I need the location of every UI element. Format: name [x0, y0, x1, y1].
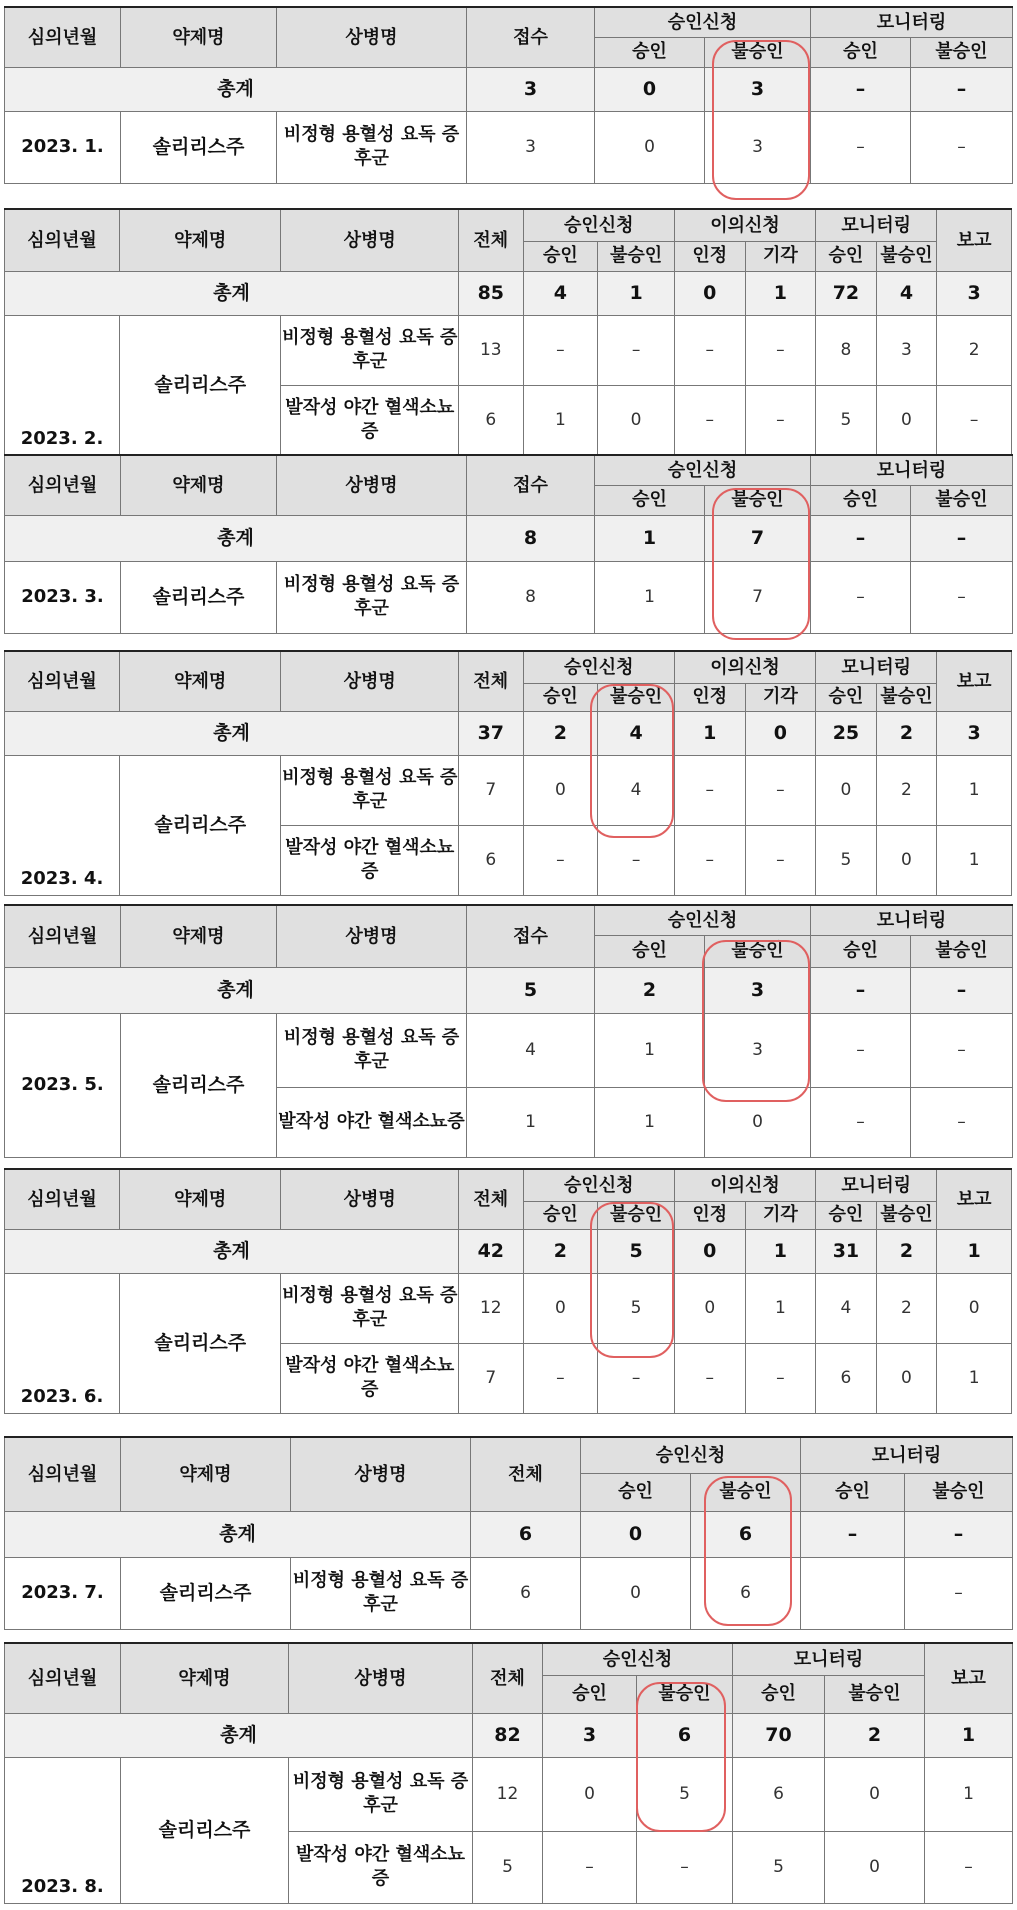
data-cell: –	[745, 385, 816, 455]
col-drug: 약제명	[121, 1643, 289, 1713]
col-ym: 심의년월	[5, 209, 120, 271]
total-cell: 3	[705, 967, 811, 1013]
data-cell: 0	[825, 1831, 925, 1903]
table-2023-04	[4, 650, 1012, 896]
data-cell: –	[811, 1087, 911, 1157]
col-report: 보고	[937, 1169, 1012, 1229]
total-cell: 1	[937, 1229, 1012, 1273]
total-cell: 1	[745, 1229, 816, 1273]
col-not-approved: 불승인	[691, 1473, 801, 1511]
data-cell: –	[911, 1013, 1013, 1087]
data-cell: 13	[459, 315, 524, 385]
disease-name: 비정형 용혈성 요독 증후군	[281, 315, 459, 385]
data-cell: –	[674, 385, 745, 455]
total-cell: 4	[523, 271, 598, 315]
data-cell	[801, 1557, 905, 1629]
col-mon-approved: 승인	[811, 935, 911, 967]
data-cell: 0	[595, 111, 705, 183]
col-approved: 승인	[523, 683, 598, 711]
data-cell: –	[598, 1343, 675, 1413]
total-cell: 1	[925, 1713, 1013, 1757]
data-cell: –	[745, 315, 816, 385]
col-drug: 약제명	[120, 209, 281, 271]
disease-name: 비정형 용혈성 요독 증후군	[277, 1013, 467, 1087]
data-cell: –	[905, 1557, 1013, 1629]
data-cell: 5	[733, 1831, 825, 1903]
col-disease: 상병명	[289, 1643, 473, 1713]
data-cell: –	[598, 315, 675, 385]
col-rejected: 기각	[745, 683, 816, 711]
review-month: 2023. 4.	[5, 755, 120, 895]
total-cell: –	[811, 67, 911, 111]
data-cell: 1	[925, 1757, 1013, 1831]
data-cell: –	[745, 755, 816, 825]
col-mon-approved: 승인	[733, 1675, 825, 1713]
col-accepted: 인정	[674, 683, 745, 711]
col-drug: 약제명	[121, 1437, 291, 1511]
data-cell: –	[911, 111, 1013, 183]
total-cell: 3	[705, 67, 811, 111]
data-cell: –	[523, 315, 598, 385]
col-approved: 승인	[523, 241, 598, 271]
total-cell: 2	[876, 1229, 937, 1273]
total-cell: 5	[598, 1229, 675, 1273]
table-2023-08	[4, 1642, 1013, 1904]
drug-name: 솔리리스주	[121, 1557, 291, 1629]
data-cell: 6	[733, 1757, 825, 1831]
col-monitoring: 모니터링	[816, 1169, 937, 1201]
data-cell: 8	[467, 561, 595, 633]
table-2023-02	[4, 208, 1012, 456]
table-2023-06	[4, 1168, 1012, 1414]
col-ym: 심의년월	[5, 1643, 121, 1713]
col-drug: 약제명	[121, 905, 277, 967]
col-mon-approved: 승인	[801, 1473, 905, 1511]
col-not-approved: 불승인	[705, 485, 811, 515]
data-cell: 3	[705, 1013, 811, 1087]
total-label: 총계	[5, 1713, 473, 1757]
col-mon-not-approved: 불승인	[876, 683, 937, 711]
col-mon-not-approved: 불승인	[876, 1201, 937, 1229]
data-cell: 0	[937, 1273, 1012, 1343]
data-cell: –	[811, 561, 911, 633]
total-cell: 0	[745, 711, 816, 755]
data-cell: –	[674, 755, 745, 825]
data-cell: 1	[937, 755, 1012, 825]
col-disease: 상병명	[277, 455, 467, 515]
col-approval-request: 승인신청	[595, 455, 811, 485]
data-cell: –	[911, 1087, 1013, 1157]
data-cell: 2	[937, 315, 1012, 385]
col-approved: 승인	[595, 935, 705, 967]
data-cell: 1	[523, 385, 598, 455]
col-rejected: 기각	[745, 241, 816, 271]
col-mon-not-approved: 불승인	[905, 1473, 1013, 1511]
data-cell: 7	[705, 561, 811, 633]
data-cell: 0	[523, 755, 598, 825]
total-cell: 0	[674, 1229, 745, 1273]
data-cell: 6	[459, 385, 524, 455]
total-cell: 2	[523, 711, 598, 755]
data-cell: –	[523, 1343, 598, 1413]
drug-name: 솔리리스주	[120, 755, 281, 895]
total-cell: 6	[637, 1713, 733, 1757]
total-cell: –	[905, 1511, 1013, 1557]
data-cell: –	[523, 825, 598, 895]
col-approved: 승인	[595, 37, 705, 67]
review-month: 2023. 2.	[5, 315, 120, 455]
review-month: 2023. 6.	[5, 1273, 120, 1413]
col-not-approved: 불승인	[598, 683, 675, 711]
total-cell: 3	[937, 711, 1012, 755]
col-monitoring: 모니터링	[811, 7, 1013, 37]
data-cell: 7	[459, 755, 524, 825]
data-cell: 3	[876, 315, 937, 385]
data-cell: 6	[691, 1557, 801, 1629]
data-cell: 6	[459, 825, 524, 895]
col-report: 보고	[937, 209, 1012, 271]
data-cell: 7	[459, 1343, 524, 1413]
col-total: 전체	[459, 209, 524, 271]
data-cell: –	[811, 1013, 911, 1087]
col-not-approved: 불승인	[705, 935, 811, 967]
data-cell: 2	[876, 755, 937, 825]
total-label: 총계	[5, 1511, 471, 1557]
col-disease: 상병명	[277, 905, 467, 967]
total-cell: 0	[674, 271, 745, 315]
total-cell: 8	[467, 515, 595, 561]
data-cell: –	[925, 1831, 1013, 1903]
data-cell: 3	[467, 111, 595, 183]
disease-name: 발작성 야간 혈색소뇨증	[289, 1831, 473, 1903]
col-approval-request: 승인신청	[523, 209, 674, 241]
col-approval-request: 승인신청	[523, 651, 674, 683]
col-approval-request: 승인신청	[595, 7, 811, 37]
col-approved: 승인	[595, 485, 705, 515]
total-cell: 1	[595, 515, 705, 561]
total-label: 총계	[5, 67, 467, 111]
col-received: 접수	[467, 905, 595, 967]
col-objection: 이의신청	[674, 209, 815, 241]
col-mon-approved: 승인	[816, 1201, 877, 1229]
total-cell: 42	[459, 1229, 524, 1273]
data-cell: –	[745, 1343, 816, 1413]
data-cell: 0	[816, 755, 877, 825]
disease-name: 발작성 야간 혈색소뇨증	[281, 1343, 459, 1413]
col-monitoring: 모니터링	[816, 651, 937, 683]
col-total: 전체	[459, 651, 524, 711]
total-cell: –	[801, 1511, 905, 1557]
col-total: 전체	[473, 1643, 543, 1713]
data-cell: 12	[473, 1757, 543, 1831]
col-mon-not-approved: 불승인	[825, 1675, 925, 1713]
total-cell: –	[811, 967, 911, 1013]
total-cell: 5	[467, 967, 595, 1013]
table-2023-01	[4, 6, 1013, 184]
data-cell: 6	[816, 1343, 877, 1413]
total-cell: 6	[471, 1511, 581, 1557]
col-disease: 상병명	[291, 1437, 471, 1511]
data-cell: 1	[937, 1343, 1012, 1413]
col-mon-not-approved: 불승인	[911, 485, 1013, 515]
col-not-approved: 불승인	[598, 241, 675, 271]
data-cell: 0	[543, 1757, 637, 1831]
data-cell: 1	[937, 825, 1012, 895]
data-cell: –	[674, 315, 745, 385]
total-cell: 0	[581, 1511, 691, 1557]
total-label: 총계	[5, 271, 459, 315]
data-cell: 12	[459, 1273, 524, 1343]
data-cell: –	[937, 385, 1012, 455]
drug-name: 솔리리스주	[121, 1013, 277, 1157]
data-cell: –	[745, 825, 816, 895]
data-cell: 3	[705, 111, 811, 183]
col-accepted: 인정	[674, 1201, 745, 1229]
total-cell: 6	[691, 1511, 801, 1557]
total-cell: 85	[459, 271, 524, 315]
total-cell: 31	[816, 1229, 877, 1273]
review-month: 2023. 3.	[5, 561, 121, 633]
data-cell: 5	[816, 825, 877, 895]
col-ym: 심의년월	[5, 651, 120, 711]
disease-name: 비정형 용혈성 요독 증후군	[277, 111, 467, 183]
data-cell: –	[598, 825, 675, 895]
col-mon-approved: 승인	[816, 683, 877, 711]
table-2023-07	[4, 1436, 1013, 1630]
data-cell: 4	[816, 1273, 877, 1343]
data-cell: 5	[637, 1757, 733, 1831]
data-cell: 2	[876, 1273, 937, 1343]
total-cell: –	[911, 515, 1013, 561]
total-cell: 70	[733, 1713, 825, 1757]
data-cell: –	[637, 1831, 733, 1903]
col-disease: 상병명	[281, 1169, 459, 1229]
col-approved: 승인	[543, 1675, 637, 1713]
disease-name: 비정형 용혈성 요독 증후군	[281, 755, 459, 825]
total-cell: 3	[937, 271, 1012, 315]
total-cell: 2	[523, 1229, 598, 1273]
col-monitoring: 모니터링	[811, 455, 1013, 485]
total-label: 총계	[5, 515, 467, 561]
review-month: 2023. 8.	[5, 1757, 121, 1903]
total-cell: 25	[816, 711, 877, 755]
col-not-approved: 불승인	[637, 1675, 733, 1713]
data-cell: 5	[473, 1831, 543, 1903]
col-ym: 심의년월	[5, 7, 121, 67]
col-mon-approved: 승인	[811, 485, 911, 515]
data-cell: 0	[825, 1757, 925, 1831]
col-disease: 상병명	[277, 7, 467, 67]
data-cell: 8	[816, 315, 877, 385]
disease-name: 발작성 야간 혈색소뇨증	[277, 1087, 467, 1157]
data-cell: 1	[595, 1013, 705, 1087]
col-monitoring: 모니터링	[733, 1643, 925, 1675]
total-cell: 4	[598, 711, 675, 755]
col-drug: 약제명	[121, 455, 277, 515]
col-mon-approved: 승인	[816, 241, 877, 271]
col-ym: 심의년월	[5, 455, 121, 515]
total-cell: 7	[705, 515, 811, 561]
col-disease: 상병명	[281, 651, 459, 711]
disease-name: 비정형 용혈성 요독 증후군	[289, 1757, 473, 1831]
data-cell: 0	[876, 825, 937, 895]
col-accepted: 인정	[674, 241, 745, 271]
col-drug: 약제명	[120, 1169, 281, 1229]
col-mon-not-approved: 불승인	[911, 37, 1013, 67]
drug-name: 솔리리스주	[121, 1757, 289, 1903]
col-objection: 이의신청	[674, 1169, 815, 1201]
data-cell: 0	[581, 1557, 691, 1629]
total-cell: 2	[595, 967, 705, 1013]
col-approval-request: 승인신청	[543, 1643, 733, 1675]
col-approved: 승인	[581, 1473, 691, 1511]
total-cell: 1	[598, 271, 675, 315]
col-drug: 약제명	[120, 651, 281, 711]
total-cell: 82	[473, 1713, 543, 1757]
data-cell: 4	[467, 1013, 595, 1087]
total-cell: 2	[876, 711, 937, 755]
data-cell: 0	[705, 1087, 811, 1157]
col-drug: 약제명	[121, 7, 277, 67]
data-cell: –	[674, 825, 745, 895]
disease-name: 발작성 야간 혈색소뇨증	[281, 385, 459, 455]
col-total: 전체	[459, 1169, 524, 1229]
data-cell: 1	[595, 1087, 705, 1157]
col-mon-not-approved: 불승인	[876, 241, 937, 271]
data-cell: 4	[598, 755, 675, 825]
data-cell: 6	[471, 1557, 581, 1629]
data-cell: 5	[816, 385, 877, 455]
col-ym: 심의년월	[5, 1169, 120, 1229]
data-cell: 1	[467, 1087, 595, 1157]
total-cell: 1	[674, 711, 745, 755]
total-cell: 37	[459, 711, 524, 755]
disease-name: 발작성 야간 혈색소뇨증	[281, 825, 459, 895]
total-cell: 0	[595, 67, 705, 111]
col-mon-not-approved: 불승인	[911, 935, 1013, 967]
col-not-approved: 불승인	[598, 1201, 675, 1229]
table-2023-05	[4, 904, 1013, 1158]
col-not-approved: 불승인	[705, 37, 811, 67]
data-cell: –	[811, 111, 911, 183]
data-cell: 0	[876, 385, 937, 455]
data-cell: –	[911, 561, 1013, 633]
col-approved: 승인	[523, 1201, 598, 1229]
total-cell: –	[811, 515, 911, 561]
col-approval-request: 승인신청	[595, 905, 811, 935]
total-cell: 1	[745, 271, 816, 315]
col-mon-approved: 승인	[811, 37, 911, 67]
total-cell: 3	[467, 67, 595, 111]
table-2023-03	[4, 454, 1013, 634]
data-cell: 1	[745, 1273, 816, 1343]
drug-name: 솔리리스주	[120, 1273, 281, 1413]
col-report: 보고	[925, 1643, 1013, 1713]
review-month: 2023. 5.	[5, 1013, 121, 1157]
col-total: 전체	[471, 1437, 581, 1511]
col-monitoring: 모니터링	[811, 905, 1013, 935]
data-cell: 0	[674, 1273, 745, 1343]
col-approval-request: 승인신청	[581, 1437, 801, 1473]
review-month: 2023. 7.	[5, 1557, 121, 1629]
disease-name: 비정형 용혈성 요독 증후군	[277, 561, 467, 633]
col-received: 접수	[467, 455, 595, 515]
total-label: 총계	[5, 967, 467, 1013]
col-monitoring: 모니터링	[801, 1437, 1013, 1473]
col-rejected: 기각	[745, 1201, 816, 1229]
drug-name: 솔리리스주	[121, 561, 277, 633]
disease-name: 비정형 용혈성 요독 증후군	[281, 1273, 459, 1343]
total-cell: –	[911, 967, 1013, 1013]
data-cell: 0	[598, 385, 675, 455]
col-approval-request: 승인신청	[523, 1169, 674, 1201]
total-cell: 4	[876, 271, 937, 315]
total-cell: 2	[825, 1713, 925, 1757]
col-monitoring: 모니터링	[816, 209, 937, 241]
data-cell: 0	[876, 1343, 937, 1413]
total-cell: 3	[543, 1713, 637, 1757]
drug-name: 솔리리스주	[120, 315, 281, 455]
col-disease: 상병명	[281, 209, 459, 271]
col-received: 접수	[467, 7, 595, 67]
data-cell: 1	[595, 561, 705, 633]
col-ym: 심의년월	[5, 905, 121, 967]
col-objection: 이의신청	[674, 651, 815, 683]
data-cell: –	[543, 1831, 637, 1903]
total-cell: –	[911, 67, 1013, 111]
total-label: 총계	[5, 711, 459, 755]
disease-name: 비정형 용혈성 요독 증후군	[291, 1557, 471, 1629]
data-cell: 5	[598, 1273, 675, 1343]
review-month: 2023. 1.	[5, 111, 121, 183]
col-report: 보고	[937, 651, 1012, 711]
drug-name: 솔리리스주	[121, 111, 277, 183]
data-cell: –	[674, 1343, 745, 1413]
total-label: 총계	[5, 1229, 459, 1273]
col-ym: 심의년월	[5, 1437, 121, 1511]
data-cell: 0	[523, 1273, 598, 1343]
total-cell: 72	[816, 271, 877, 315]
